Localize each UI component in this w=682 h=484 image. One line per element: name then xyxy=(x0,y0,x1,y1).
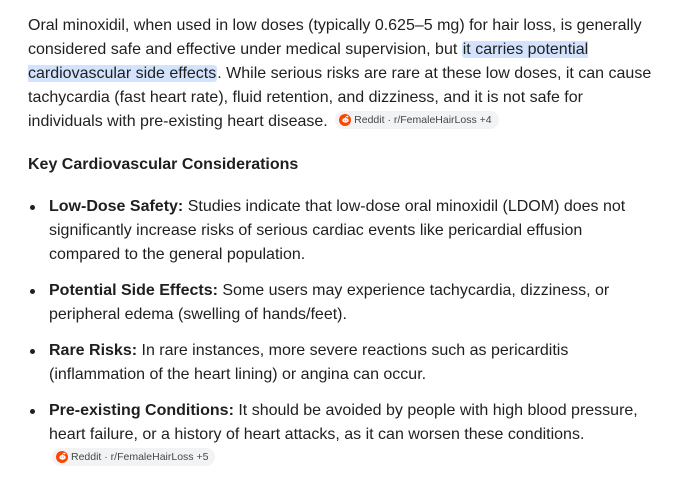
list-item-title: Potential Side Effects: xyxy=(49,282,218,299)
source-chip-conditions[interactable] xyxy=(52,448,215,466)
list-item-title: Pre-existing Conditions: xyxy=(49,402,234,419)
intro-text-start: Oral minoxidil, when used in low doses (typically 0.625–5 mg) for hair loss, is generally considered safe and effective under medical supervision, but xyxy=(28,17,642,58)
reddit-icon xyxy=(56,451,68,463)
highlighted-phrase: it carries potential cardiovascular side effects xyxy=(28,41,589,82)
list-item-text: It should be avoided by people with high blood pressure, heart failure, or a history of heart attacks, as it can worsen these conditions. xyxy=(49,402,638,443)
intro-paragraph xyxy=(28,14,658,134)
considerations-list xyxy=(28,195,658,471)
list-item-title: Rare Risks: xyxy=(49,342,138,359)
reddit-icon xyxy=(339,114,351,126)
source-chip-intro[interactable] xyxy=(335,111,498,129)
list-item-title: Low-Dose Safety: xyxy=(49,198,184,215)
section-heading: Key Cardiovascular Considerations xyxy=(28,156,299,173)
ai-answer xyxy=(28,14,658,483)
list-item-low-dose-safety xyxy=(28,195,657,267)
intro-text-end: . While serious risks are rare at these low doses, it can cause tachycardia (fast heart rate), fluid retention, and dizziness, and it is not safe for individuals with pre-existing heart disease. xyxy=(28,65,652,130)
list-item-text: Studies indicate that low-dose oral minoxidil (LDOM) does not significantly increase risks of serious cardiac events like pericardial effusion compared to the general population. xyxy=(49,198,626,263)
list-item-potential-side-effects xyxy=(28,279,657,327)
list-item-text: Some users may experience tachycardia, dizziness, or peripheral edema (swelling of hands/feet). xyxy=(49,282,610,323)
list-item-text: In rare instances, more severe reactions such as pericarditis (inflammation of the heart lining) or angina can occur. xyxy=(49,342,569,383)
source-chip-label: Reddit · r/FemaleHairLoss +4 xyxy=(354,113,492,126)
source-chip-label: Reddit · r/FemaleHairLoss +5 xyxy=(71,450,209,463)
list-item-rare-risks xyxy=(28,339,657,387)
list-item-pre-existing-conditions xyxy=(28,399,657,471)
